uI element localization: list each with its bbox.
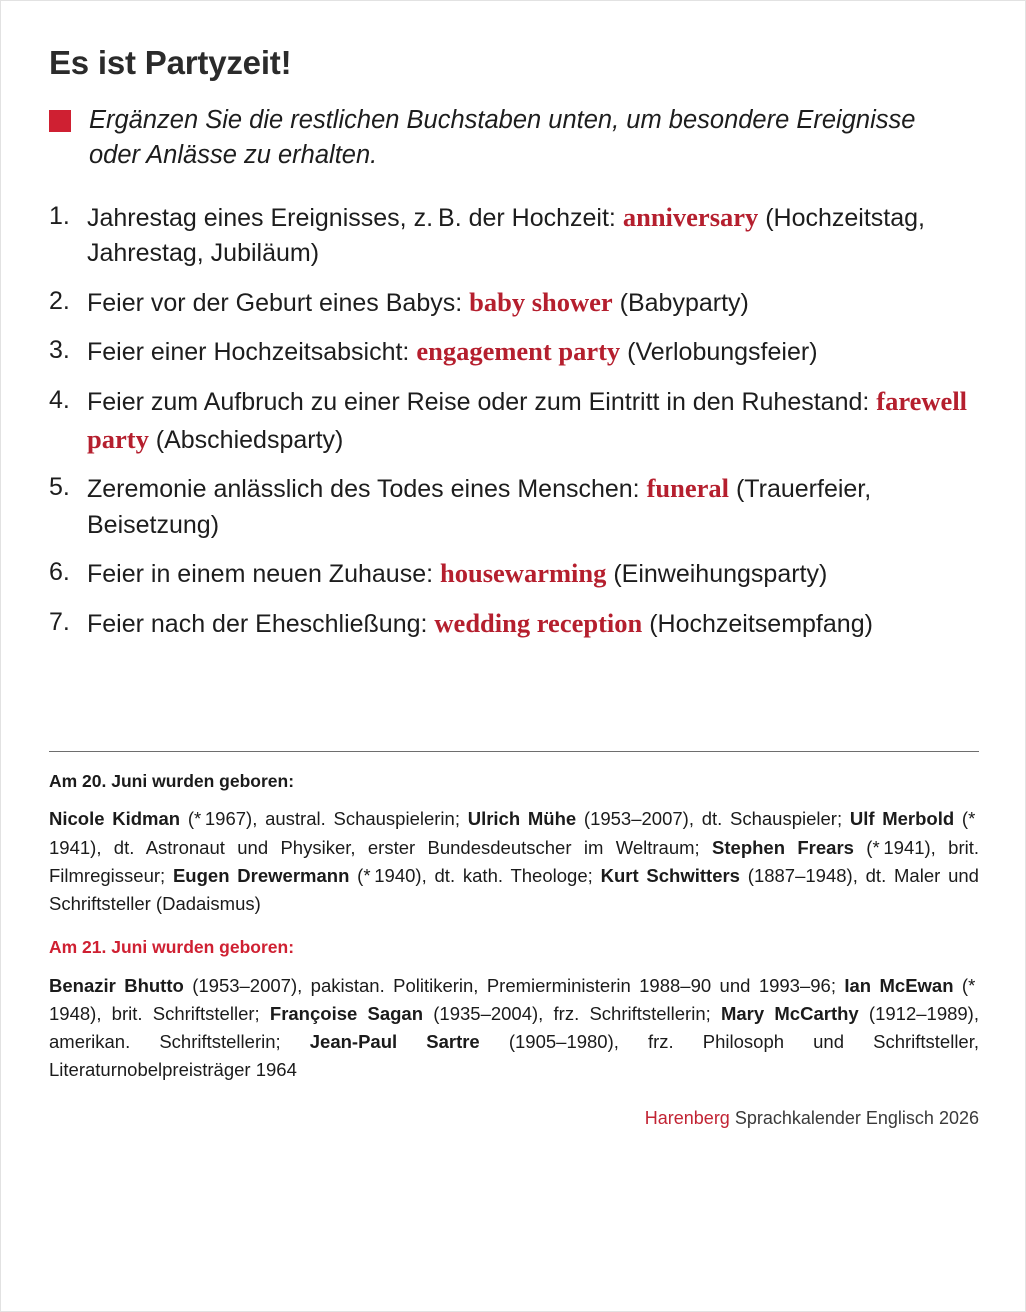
english-term: baby shower <box>469 286 613 317</box>
english-term: housewarming <box>440 558 607 589</box>
task-number: 5. <box>49 473 70 502</box>
birthday-entries <box>49 972 979 1084</box>
birthday-sections <box>49 770 979 1084</box>
birthday-entries <box>49 805 979 917</box>
task-text <box>87 284 979 322</box>
person-detail: (1912–1989), amerikan. Schriftstellerin; <box>49 1002 979 1052</box>
task-list <box>49 199 979 643</box>
task-item <box>49 555 979 593</box>
person-detail: (* 1940), dt. kath. Theologe; <box>349 864 601 886</box>
task-translation: (Verlobungsfeier) <box>620 338 818 367</box>
person-detail: (* 1948), brit. Schriftsteller; <box>49 974 979 1024</box>
task-prompt: Feier in einem neuen Zuhause: <box>87 560 440 589</box>
task-translation: (Babyparty) <box>612 288 749 317</box>
person-detail: (1905–1980), frz. Philosoph und Schriftsteller, Literaturnobelpreisträger 1964 <box>49 1030 980 1080</box>
task-item <box>49 333 979 371</box>
task-prompt: Zeremonie anlässlich des Todes eines Menschen: <box>87 475 647 504</box>
task-item <box>49 284 979 322</box>
task-prompt: Feier nach der Eheschließung: <box>87 610 435 639</box>
person-name: Ian McEwan <box>844 974 954 996</box>
birthday-block <box>49 936 979 1084</box>
task-text <box>87 383 979 458</box>
person-name: Kurt Schwitters <box>600 864 740 886</box>
person-name: Mary McCarthy <box>720 1002 859 1024</box>
section-divider <box>49 751 979 752</box>
task-prompt: Feier zum Aufbruch zu einer Reise oder zum Eintritt in den Ruhestand: <box>87 388 877 417</box>
intro-instruction <box>49 103 979 172</box>
english-term: funeral <box>646 473 730 504</box>
task-translation: (Abschiedsparty) <box>148 425 344 454</box>
task-text <box>87 605 979 643</box>
person-name: Stephen Frears <box>712 836 854 858</box>
person-detail: (* 1941), dt. Astronaut und Physiker, erster Bundesdeutscher im Weltraum; <box>49 808 979 858</box>
birthday-block <box>49 770 979 918</box>
person-name: Françoise Sagan <box>269 1002 424 1024</box>
task-item <box>49 383 979 458</box>
person-detail: (* 1941), brit. Filmregisseur; <box>49 836 980 886</box>
task-text <box>87 333 979 371</box>
task-prompt: Jahrestag eines Ereignisses, z. B. der Hochzeit: <box>87 203 623 232</box>
english-term: wedding reception <box>434 608 643 639</box>
person-detail: (1953–2007), pakistan. Politikerin, Premierministerin 1988–90 und 1993–96; <box>183 974 845 996</box>
person-detail: (1953–2007), dt. Schauspieler; <box>576 808 850 830</box>
person-name: Eugen Drewermann <box>172 864 350 886</box>
birthday-heading: Am 21. Juni wurden geboren: <box>49 936 295 957</box>
red-square-bullet-icon <box>49 110 71 132</box>
task-text <box>87 470 979 543</box>
birthday-heading: Am 20. Juni wurden geboren: <box>49 770 295 791</box>
task-text <box>87 555 979 593</box>
footer-rest: Sprachkalender Englisch 2026 <box>729 1108 979 1129</box>
english-term: farewell party <box>87 386 968 454</box>
page-content <box>49 1 979 1129</box>
task-number: 7. <box>49 608 70 637</box>
person-detail: (1887–1948), dt. Maler und Schriftsteller (Dadaismus) <box>49 864 979 914</box>
person-detail: (1935–2004), frz. Schriftstellerin; <box>423 1002 721 1024</box>
task-prompt: Feier vor der Geburt eines Babys: <box>87 288 470 317</box>
person-detail: (* 1967), austral. Schauspielerin; <box>180 808 468 830</box>
task-item <box>49 605 979 643</box>
english-term: anniversary <box>622 201 759 232</box>
page-title: Es ist Partyzeit! <box>49 44 292 81</box>
person-name: Ulf Merbold <box>849 808 955 830</box>
task-translation: (Hochzeitstag, Jahrestag, Jubiläum) <box>87 203 926 268</box>
task-translation: (Hochzeitsempfang) <box>642 610 873 639</box>
english-term: engagement party <box>416 336 621 367</box>
brand-name: Harenberg <box>644 1108 730 1129</box>
person-name: Jean-Paul Sartre <box>309 1030 480 1052</box>
footer <box>49 1108 979 1129</box>
task-number: 4. <box>49 386 70 415</box>
task-text <box>87 199 979 272</box>
task-item <box>49 199 979 272</box>
task-item <box>49 470 979 543</box>
task-number: 2. <box>49 286 70 315</box>
task-number: 3. <box>49 336 70 365</box>
task-number: 1. <box>49 201 70 230</box>
person-name: Ulrich Mühe <box>467 808 577 830</box>
task-prompt: Feier einer Hochzeitsabsicht: <box>87 338 417 367</box>
task-translation: (Trauerfeier, Beisetzung) <box>87 475 872 539</box>
task-translation: (Einweihungsparty) <box>606 560 828 589</box>
task-number: 6. <box>49 558 70 587</box>
person-name: Benazir Bhutto <box>49 974 184 996</box>
person-name: Nicole Kidman <box>49 808 181 830</box>
intro-instruction-text: Ergänzen Sie die restlichen Buchstaben unten, um besondere Ereignisse oder Anlässe zu erhalten. <box>89 106 916 169</box>
